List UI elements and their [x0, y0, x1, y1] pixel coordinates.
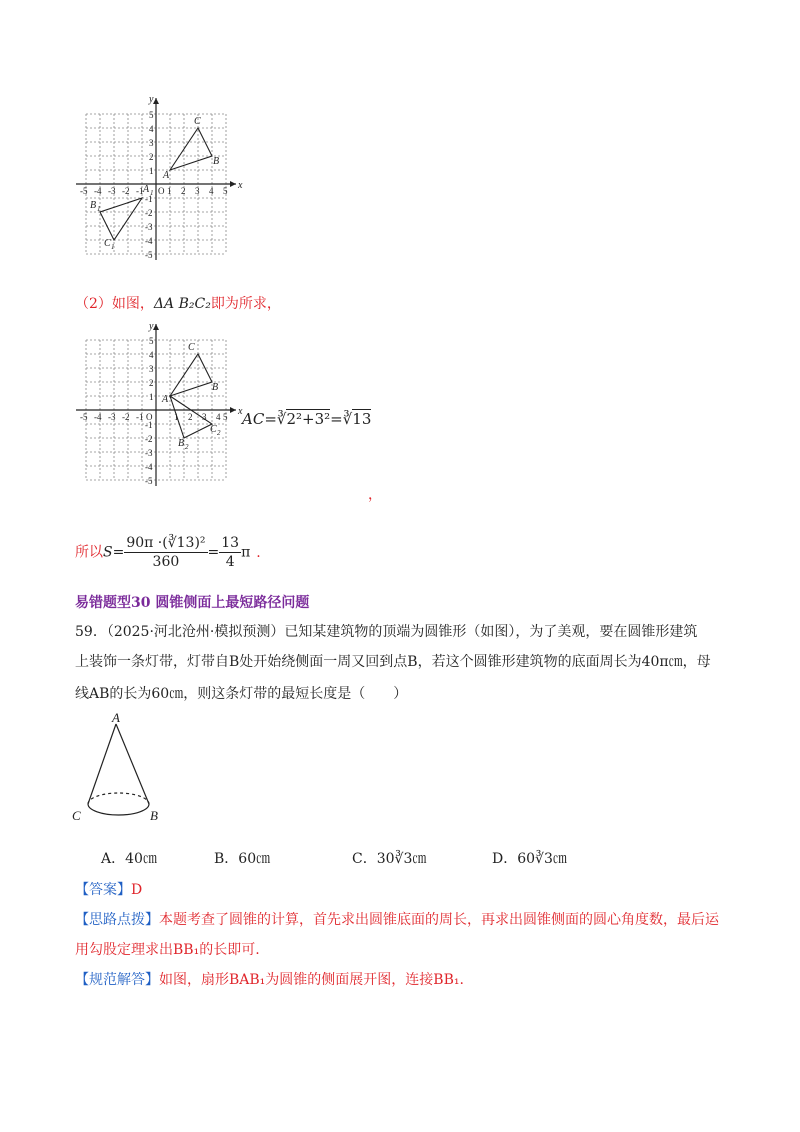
svg-text:5: 5	[223, 412, 228, 422]
svg-text:B: B	[213, 156, 220, 167]
svg-text:-5: -5	[80, 186, 88, 196]
svg-text:2: 2	[185, 443, 189, 451]
svg-text:4: 4	[149, 124, 154, 134]
svg-text:-1: -1	[136, 186, 144, 196]
svg-text:-1: -1	[145, 420, 153, 430]
svg-text:-5: -5	[80, 412, 88, 422]
svg-text:O: O	[146, 412, 153, 422]
svg-text:-2: -2	[122, 186, 130, 196]
hint-line-1: 【思路点拨】本题考查了圆锥的计算，首先求出圆锥底面的周长，再求出圆锥侧面的圆心角度数，最后运	[75, 912, 719, 928]
svg-text:-3: -3	[145, 222, 153, 232]
svg-text:O: O	[158, 186, 165, 196]
svg-text:-2: -2	[145, 208, 153, 218]
x-axis-label: x	[238, 180, 243, 191]
question-line-2: 上装饰一条灯带，灯带自B处开始绕侧面一周又回到点B，若这个圆锥形建筑物的底面周长为40π㎝，母	[75, 654, 711, 670]
svg-text:1: 1	[167, 186, 172, 196]
svg-text:-3: -3	[145, 448, 153, 458]
part2-line: （2）如图，ΔA B₂C₂即为所求，	[75, 296, 281, 312]
svg-text:1: 1	[150, 189, 154, 197]
svg-text:-1: -1	[145, 194, 153, 204]
svg-text:-5: -5	[145, 476, 153, 486]
option-b: B．60㎝	[214, 851, 271, 867]
apex-label: A	[112, 710, 120, 725]
svg-text:A: A	[163, 170, 170, 181]
svg-text:1: 1	[174, 412, 179, 422]
coordinate-graph-1	[70, 92, 250, 262]
svg-text:2: 2	[217, 429, 221, 437]
y-axis-label: y	[149, 94, 154, 105]
svg-text:B: B	[212, 382, 219, 393]
hint-line-2: 用勾股定理求出BB₁的长即可.	[75, 942, 260, 958]
y-axis-label-2: y	[149, 321, 154, 332]
svg-text:4: 4	[209, 186, 214, 196]
svg-text:-2: -2	[122, 412, 130, 422]
svg-text:-5: -5	[145, 250, 153, 260]
svg-text:A: A	[162, 394, 169, 405]
svg-text:-4: -4	[94, 412, 102, 422]
svg-text:3: 3	[195, 186, 200, 196]
svg-text:5: 5	[149, 110, 154, 120]
question-line-1: 59．（2025·河北沧州·模拟预测）已知某建筑物的顶端为圆锥形（如图），为了美观，要在圆锥形建筑	[75, 624, 698, 640]
svg-text:1: 1	[97, 205, 101, 213]
svg-text:C: C	[188, 342, 195, 353]
svg-text:5: 5	[223, 186, 228, 196]
svg-text:4: 4	[216, 412, 221, 422]
svg-text:3: 3	[149, 364, 154, 374]
svg-text:C: C	[210, 424, 217, 435]
svg-text:1: 1	[149, 166, 154, 176]
answer-line: 【答案】D	[75, 882, 143, 898]
comma: ，	[368, 487, 382, 503]
svg-text:3: 3	[202, 412, 207, 422]
svg-text:2: 2	[149, 152, 154, 162]
svg-text:-4: -4	[145, 236, 153, 246]
left-label: C	[72, 808, 81, 823]
svg-text:2: 2	[149, 378, 154, 388]
svg-text:1: 1	[149, 392, 154, 402]
svg-text:2: 2	[188, 412, 193, 422]
svg-text:C: C	[104, 238, 111, 249]
svg-text:-3: -3	[108, 186, 116, 196]
svg-text:-4: -4	[94, 186, 102, 196]
cone-diagram	[64, 708, 174, 828]
svg-text:A: A	[143, 184, 150, 195]
svg-text:-1: -1	[136, 412, 144, 422]
svg-text:B: B	[178, 438, 185, 449]
svg-text:1: 1	[111, 243, 115, 251]
option-d: D．60∛3㎝	[492, 851, 567, 867]
question-line-3: 线AB的长为60㎝，则这条灯带的最短长度是（ ）	[75, 686, 408, 702]
solution-line: 【规范解答】如图，扇形BAB₁为圆锥的侧面展开图，连接BB₁.	[75, 972, 464, 988]
svg-text:C: C	[194, 116, 201, 127]
svg-text:-3: -3	[108, 412, 116, 422]
section-title: 易错题型30 圆锥侧面上最短路径问题	[75, 595, 310, 611]
svg-text:-4: -4	[145, 462, 153, 472]
svg-text:B: B	[90, 200, 97, 211]
svg-text:5: 5	[149, 336, 154, 346]
svg-text:2: 2	[181, 186, 186, 196]
x-axis-label-2: x	[238, 406, 243, 417]
ac-formula: AC=∛2²+3²=∛13	[242, 410, 372, 428]
svg-text:4: 4	[149, 350, 154, 360]
coordinate-graph-2	[70, 320, 250, 488]
option-c: C．30∛3㎝	[352, 851, 427, 867]
svg-text:3: 3	[149, 138, 154, 148]
right-label: B	[150, 808, 158, 823]
area-formula: 所以S= $\frac{\text{90π ·(∛13)²}}{360}$ = $\frac{13}{4}$ π .	[75, 535, 261, 570]
option-a: A．40㎝	[101, 851, 157, 867]
svg-text:-2: -2	[145, 434, 153, 444]
